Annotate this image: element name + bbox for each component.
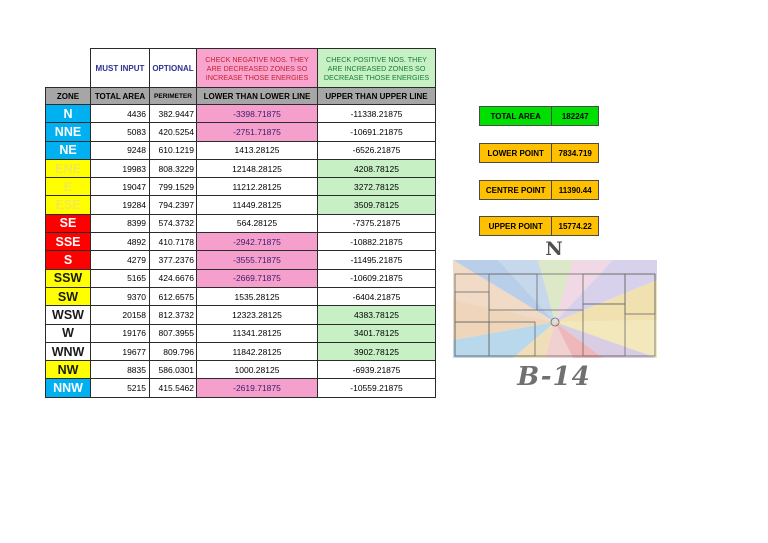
perimeter-cell: 424.6676 bbox=[150, 269, 197, 287]
lower-column-header: LOWER THAN LOWER LINE bbox=[197, 88, 318, 105]
upper-value-cell: 3401.78125 bbox=[318, 324, 436, 342]
total-area-column-header: TOTAL AREA bbox=[91, 88, 150, 105]
floor-plan-figure bbox=[445, 238, 663, 398]
lower-value-cell: 12148.28125 bbox=[197, 159, 318, 177]
upper-point-box-label: UPPER POINT bbox=[480, 217, 552, 235]
table-row bbox=[46, 196, 436, 214]
zone-cell: NE bbox=[46, 141, 91, 159]
total-area-cell: 19047 bbox=[91, 178, 150, 196]
perimeter-cell: 420.5254 bbox=[150, 123, 197, 141]
lower-value-cell: -2619.71875 bbox=[197, 379, 318, 397]
perimeter-cell: 574.3732 bbox=[150, 214, 197, 232]
lower-value-cell: -2669.71875 bbox=[197, 269, 318, 287]
perimeter-cell: 382.9447 bbox=[150, 105, 197, 123]
table-row bbox=[46, 306, 436, 324]
upper-value-cell: -6526.21875 bbox=[318, 141, 436, 159]
total-area-cell: 4436 bbox=[91, 105, 150, 123]
lower-point-box-value: 7834.719 bbox=[552, 144, 598, 162]
lower-value-cell: 11212.28125 bbox=[197, 178, 318, 196]
lower-value-cell: 1413.28125 bbox=[197, 141, 318, 159]
lower-value-cell: 11449.28125 bbox=[197, 196, 318, 214]
upper-value-cell: 4208.78125 bbox=[318, 159, 436, 177]
zone-cell: SW bbox=[46, 287, 91, 305]
zone-cell: W bbox=[46, 324, 91, 342]
zone-cell: ESE bbox=[46, 196, 91, 214]
lower-value-cell: -2942.71875 bbox=[197, 233, 318, 251]
perimeter-cell: 809.796 bbox=[150, 342, 197, 360]
perimeter-cell: 808.3229 bbox=[150, 159, 197, 177]
centre-point-box-label: CENTRE POINT bbox=[480, 181, 552, 199]
floor-plan-image bbox=[453, 260, 657, 358]
table-row bbox=[46, 251, 436, 269]
lower-value-cell: 11842.28125 bbox=[197, 342, 318, 360]
upper-value-cell: 3902.78125 bbox=[318, 342, 436, 360]
total-area-cell: 9370 bbox=[91, 287, 150, 305]
header-row-columns bbox=[46, 88, 436, 105]
lower-value-cell: 1535.28125 bbox=[197, 287, 318, 305]
zone-cell: E bbox=[46, 178, 91, 196]
total-area-cell: 8399 bbox=[91, 214, 150, 232]
table-row bbox=[46, 233, 436, 251]
upper-value-cell: 4383.78125 bbox=[318, 306, 436, 324]
table-row bbox=[46, 287, 436, 305]
perimeter-cell: 812.3732 bbox=[150, 306, 197, 324]
lower-point-box bbox=[479, 143, 599, 163]
lower-point-box-label: LOWER POINT bbox=[480, 144, 552, 162]
blank-header-cell bbox=[46, 49, 91, 88]
total-area-cell: 9248 bbox=[91, 141, 150, 159]
zone-cell: WSW bbox=[46, 306, 91, 324]
upper-value-cell: -10691.21875 bbox=[318, 123, 436, 141]
upper-value-cell: -10609.21875 bbox=[318, 269, 436, 287]
upper-value-cell: -10559.21875 bbox=[318, 379, 436, 397]
optional-header: OPTIONAL bbox=[150, 49, 197, 88]
perimeter-cell: 586.0301 bbox=[150, 361, 197, 379]
lower-value-cell: -3398.71875 bbox=[197, 105, 318, 123]
perimeter-cell: 610.1219 bbox=[150, 141, 197, 159]
table-row bbox=[46, 214, 436, 232]
table-row bbox=[46, 123, 436, 141]
lower-value-cell: 12323.28125 bbox=[197, 306, 318, 324]
zone-table bbox=[45, 48, 436, 398]
zone-cell: S bbox=[46, 251, 91, 269]
upper-column-header: UPPER THAN UPPER LINE bbox=[318, 88, 436, 105]
zone-cell: NW bbox=[46, 361, 91, 379]
lower-value-cell: -3555.71875 bbox=[197, 251, 318, 269]
perimeter-cell: 799.1529 bbox=[150, 178, 197, 196]
zone-column-header: ZONE bbox=[46, 88, 91, 105]
centre-point-box bbox=[479, 180, 599, 200]
total-area-cell: 19176 bbox=[91, 324, 150, 342]
total-area-cell: 8835 bbox=[91, 361, 150, 379]
north-label: N bbox=[545, 238, 563, 260]
total-area-cell: 4279 bbox=[91, 251, 150, 269]
upper-value-cell: 3272.78125 bbox=[318, 178, 436, 196]
perimeter-cell: 377.2376 bbox=[150, 251, 197, 269]
perimeter-cell: 415.5462 bbox=[150, 379, 197, 397]
table-row bbox=[46, 178, 436, 196]
zone-cell: NNW bbox=[46, 379, 91, 397]
total-area-box-value: 182247 bbox=[552, 107, 598, 125]
table-row bbox=[46, 269, 436, 287]
table-row bbox=[46, 379, 436, 397]
table-row bbox=[46, 141, 436, 159]
total-area-cell: 20158 bbox=[91, 306, 150, 324]
total-area-box-label: TOTAL AREA bbox=[480, 107, 552, 125]
zone-cell: SSE bbox=[46, 233, 91, 251]
total-area-cell: 4892 bbox=[91, 233, 150, 251]
zone-cell: ENE bbox=[46, 159, 91, 177]
direction-zone-wedges bbox=[453, 260, 657, 358]
upper-value-cell: -6404.21875 bbox=[318, 287, 436, 305]
total-area-cell: 5165 bbox=[91, 269, 150, 287]
zone-cell: SSW bbox=[46, 269, 91, 287]
centre-point-box-value: 11390.44 bbox=[552, 181, 598, 199]
perimeter-cell: 794.2397 bbox=[150, 196, 197, 214]
negative-note-header: CHECK NEGATIVE NOS. THEY ARE DECREASED ZONES SO INCREASE THOSE ENERGIES bbox=[197, 49, 318, 88]
positive-note-header: CHECK POSITIVE NOS. THEY ARE INCREASED ZONES SO DECREASE THOSE ENERGIES bbox=[318, 49, 436, 88]
total-area-cell: 19983 bbox=[91, 159, 150, 177]
total-area-cell: 5215 bbox=[91, 379, 150, 397]
upper-value-cell: -7375.21875 bbox=[318, 214, 436, 232]
perimeter-cell: 410.7178 bbox=[150, 233, 197, 251]
upper-value-cell: 3509.78125 bbox=[318, 196, 436, 214]
lower-value-cell: 564.28125 bbox=[197, 214, 318, 232]
lower-value-cell: -2751.71875 bbox=[197, 123, 318, 141]
total-area-cell: 5083 bbox=[91, 123, 150, 141]
upper-value-cell: -11495.21875 bbox=[318, 251, 436, 269]
upper-value-cell: -10882.21875 bbox=[318, 233, 436, 251]
upper-point-box bbox=[479, 216, 599, 236]
table-row bbox=[46, 324, 436, 342]
zone-cell: SE bbox=[46, 214, 91, 232]
total-area-cell: 19284 bbox=[91, 196, 150, 214]
building-name: B-14 bbox=[517, 362, 591, 392]
perimeter-cell: 807.3955 bbox=[150, 324, 197, 342]
zone-cell: N bbox=[46, 105, 91, 123]
lower-value-cell: 1000.28125 bbox=[197, 361, 318, 379]
must-input-header: MUST INPUT bbox=[91, 49, 150, 88]
table-row bbox=[46, 342, 436, 360]
upper-point-box-value: 15774.22 bbox=[552, 217, 598, 235]
zone-cell: WNW bbox=[46, 342, 91, 360]
table-row bbox=[46, 105, 436, 123]
lower-value-cell: 11341.28125 bbox=[197, 324, 318, 342]
upper-value-cell: -11338.21875 bbox=[318, 105, 436, 123]
total-area-cell: 19677 bbox=[91, 342, 150, 360]
table-row bbox=[46, 361, 436, 379]
zone-cell: NNE bbox=[46, 123, 91, 141]
header-row-notes bbox=[46, 49, 436, 88]
perimeter-column-header: PERIMETER bbox=[150, 88, 197, 105]
perimeter-cell: 612.6575 bbox=[150, 287, 197, 305]
table-row bbox=[46, 159, 436, 177]
total-area-box bbox=[479, 106, 599, 126]
upper-value-cell: -6939.21875 bbox=[318, 361, 436, 379]
